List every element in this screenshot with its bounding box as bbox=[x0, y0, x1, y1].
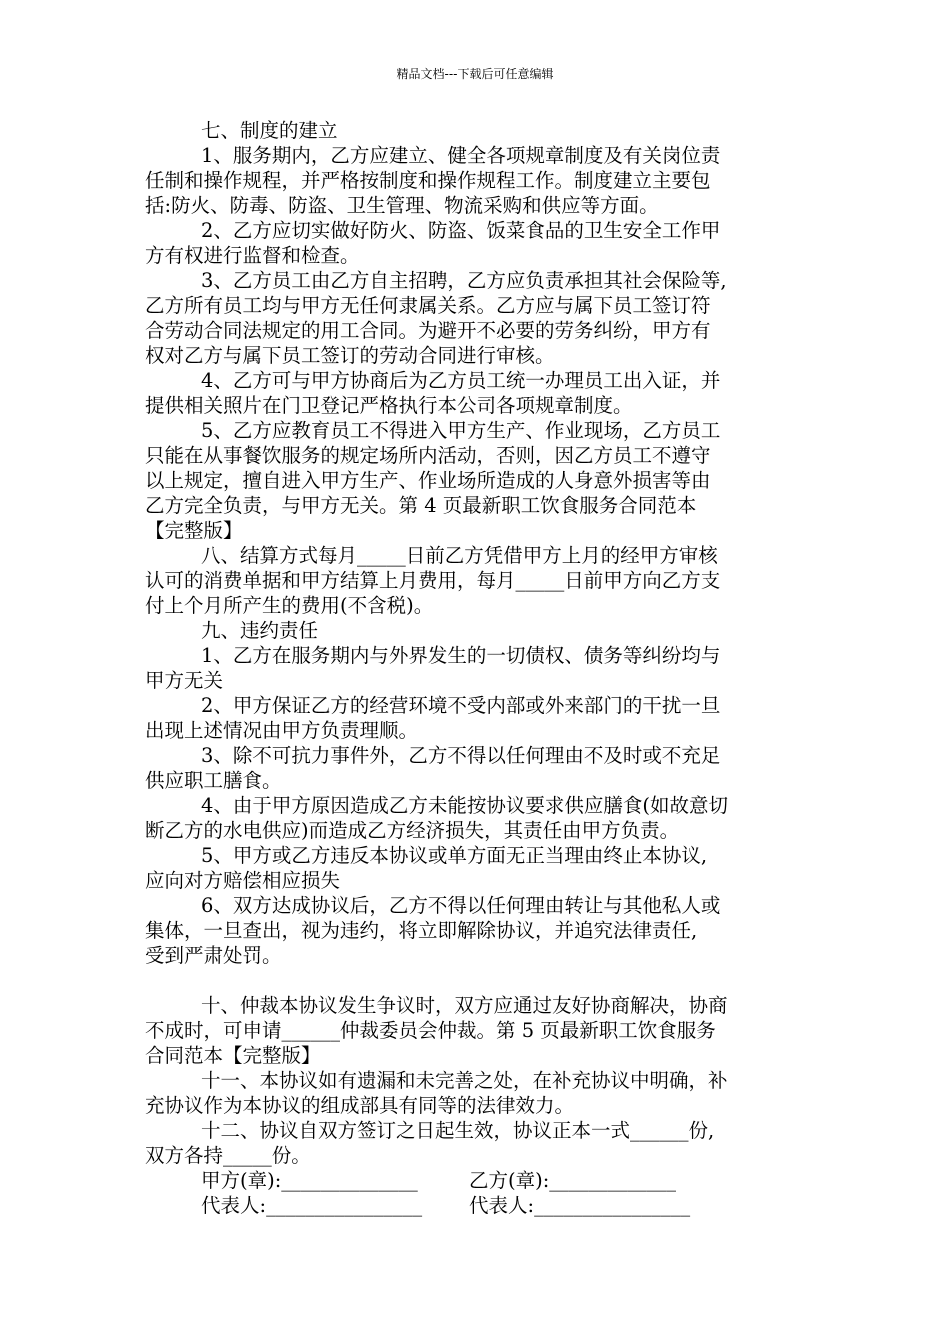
paragraph-s9-3 bbox=[145, 743, 815, 793]
paragraph-s9-1 bbox=[145, 643, 815, 693]
paragraph-s8 bbox=[145, 543, 815, 618]
paragraph-line: 2、甲方保证乙方的经营环境不受内部或外来部门的干扰一旦 bbox=[201, 694, 721, 717]
paragraph-line: 5、乙方应教育员工不得进入甲方生产、作业现场，乙方员工 bbox=[201, 419, 721, 442]
paragraph-line: 认可的消费单据和甲方结算上月费用，每月_____日前甲方向乙方支 bbox=[145, 569, 721, 592]
paragraph-s9-2 bbox=[145, 693, 815, 743]
paragraph-line: 受到严肃处罚。 bbox=[145, 944, 282, 967]
paragraph-s7-5 bbox=[145, 418, 815, 543]
paragraph-line: 3、乙方员工由乙方自主招聘，乙方应负责承担其社会保险等, bbox=[201, 269, 727, 292]
paragraph-line: 以上规定，擅自进入甲方生产、作业场所造成的人身意外损害等由 bbox=[145, 469, 711, 492]
paragraph-s7-1 bbox=[145, 143, 815, 218]
paragraph-line: 1、乙方在服务期内与外界发生的一切债权、债务等纠纷均与 bbox=[201, 644, 721, 667]
paragraph-line: 提供相关照片在门卫登记严格执行本公司各项规章制度。 bbox=[145, 394, 633, 417]
paragraph-line: 任制和操作规程，并严格按制度和操作规程工作。制度建立主要包 bbox=[145, 169, 711, 192]
paragraph-line: 十一、本协议如有遗漏和未完善之处，在补充协议中明确，补 bbox=[201, 1069, 728, 1092]
paragraph-s12 bbox=[145, 1118, 815, 1168]
paragraph-line: 甲方无关 bbox=[145, 669, 224, 692]
paragraph-line: 6、双方达成协议后，乙方不得以任何理由转让与其他私人或 bbox=[201, 894, 721, 917]
paragraph-line: 应向对方赔偿相应损失 bbox=[145, 869, 341, 892]
paragraph-line: 九、违约责任 bbox=[201, 619, 319, 642]
paragraph-s9-5 bbox=[145, 843, 815, 893]
document-body bbox=[145, 118, 815, 1218]
paragraph-line: 权对乙方与属下员工签订的劳动合同进行审核。 bbox=[145, 344, 555, 367]
paragraph-line: 4、由于甲方原因造成乙方未能按协议要求供应膳食(如故意切 bbox=[201, 794, 729, 817]
paragraph-line: 十、仲裁本协议发生争议时，双方应通过友好协商解决，协商 bbox=[201, 994, 728, 1017]
party-a-seal-field: 甲方(章):______________ bbox=[201, 1169, 418, 1192]
paragraph-line: 双方各持_____份。 bbox=[145, 1144, 311, 1167]
sections-10-to-12 bbox=[145, 993, 815, 1168]
paragraph-s9-title bbox=[145, 618, 815, 643]
party-a-representative-field: 代表人:________________ bbox=[201, 1194, 423, 1217]
section-gap bbox=[145, 968, 815, 993]
paragraph-s10 bbox=[145, 993, 815, 1068]
paragraph-line: 供应职工膳食。 bbox=[145, 769, 282, 792]
paragraph-line: 5、甲方或乙方违反本协议或单方面无正当理由终止本协议, bbox=[201, 844, 708, 867]
paragraph-line: 方有权进行监督和检查。 bbox=[145, 244, 360, 267]
party-b-representative-field: 代表人:________________ bbox=[469, 1194, 691, 1217]
paragraph-s7-4 bbox=[145, 368, 815, 418]
paragraph-line: 不成时，可申请______仲裁委员会仲裁。第 5 页最新职工饮食服务 bbox=[145, 1019, 716, 1042]
paragraph-line: 十二、协议自双方签订之日起生效，协议正本一式______份, bbox=[201, 1119, 715, 1142]
paragraph-s7-2 bbox=[145, 218, 815, 268]
paragraph-line: 3、除不可抗力事件外，乙方不得以任何理由不及时或不充足 bbox=[201, 744, 721, 767]
paragraph-line: 合劳动合同法规定的用工合同。为避开不必要的劳务纠纷，甲方有 bbox=[145, 319, 711, 342]
paragraph-line: 括:防火、防毒、防盗、卫生管理、物流采购和供应等方面。 bbox=[145, 194, 659, 217]
paragraph-line: 只能在从事餐饮服务的规定场所内活动，否则，因乙方员工不遵守 bbox=[145, 444, 711, 467]
page-header: 精品文档---下载后可任意编辑 bbox=[396, 67, 554, 81]
paragraph-line: 合同范本【完整版】 bbox=[145, 1044, 321, 1067]
paragraph-line: 【完整版】 bbox=[145, 519, 243, 542]
paragraph-line: 八、结算方式每月_____日前乙方凭借甲方上月的经甲方审核 bbox=[201, 544, 718, 567]
paragraph-s11 bbox=[145, 1068, 815, 1118]
paragraph-s9-6 bbox=[145, 893, 815, 968]
paragraph-line: 七、制度的建立 bbox=[201, 119, 338, 142]
party-b-seal-field: 乙方(章):_____________ bbox=[469, 1169, 677, 1192]
representative-row bbox=[145, 1193, 815, 1218]
paragraph-line: 集体，一旦查出，视为违约，将立即解除协议，并追究法律责任, bbox=[145, 919, 698, 942]
paragraph-line: 乙方所有员工均与甲方无任何隶属关系。乙方应与属下员工签订符 bbox=[145, 294, 711, 317]
paragraph-line: 断乙方的水电供应)而造成乙方经济损失，其责任由甲方负责。 bbox=[145, 819, 680, 842]
sections-7-to-9 bbox=[145, 118, 815, 968]
paragraph-line: 乙方完全负责，与甲方无关。第 4 页最新职工饮食服务合同范本 bbox=[145, 494, 697, 517]
paragraph-s7-3 bbox=[145, 268, 815, 368]
paragraph-s9-4 bbox=[145, 793, 815, 843]
paragraph-line: 出现上述情况由甲方负责理顺。 bbox=[145, 719, 419, 742]
paragraph-line: 付上个月所产生的费用(不含税)。 bbox=[145, 594, 434, 617]
seal-row bbox=[145, 1168, 815, 1193]
paragraph-line: 4、乙方可与甲方协商后为乙方员工统一办理员工出入证，并 bbox=[201, 369, 721, 392]
paragraph-line: 2、乙方应切实做好防火、防盗、饭菜食品的卫生安全工作甲 bbox=[201, 219, 721, 242]
paragraph-s7-title bbox=[145, 118, 815, 143]
paragraph-line: 充协议作为本协议的组成部具有同等的法律效力。 bbox=[145, 1094, 575, 1117]
paragraph-line: 1、服务期内，乙方应建立、健全各项规章制度及有关岗位责 bbox=[201, 144, 721, 167]
